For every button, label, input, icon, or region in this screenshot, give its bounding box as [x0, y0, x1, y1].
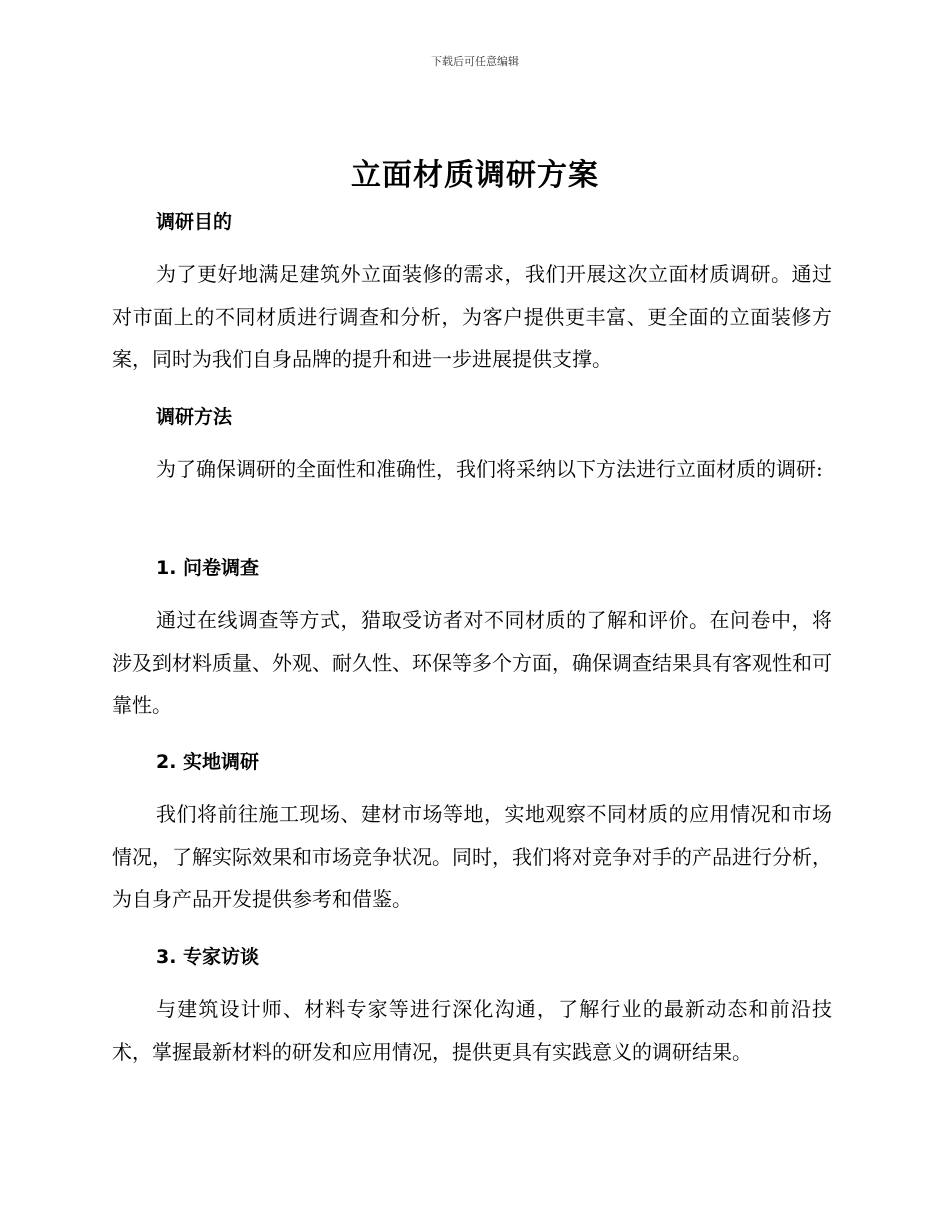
section-paragraph-method: 为了确保调研的全面性和准确性，我们将采纳以下方法进行立面材质的调研:: [156, 457, 823, 481]
section-heading-purpose: 调研目的: [156, 211, 233, 233]
section-heading-expert-interview: 3. 专家访谈: [156, 946, 260, 968]
section-heading-field-research: 2. 实地调研: [156, 751, 260, 773]
header-note: 下载后可任意编辑: [431, 55, 519, 68]
section-heading-survey: 1. 问卷调查: [156, 557, 260, 579]
section-paragraph-expert-interview: 与建筑设计师、材料专家等进行深化沟通，了解行业的最新动态和前沿技术，掌握最新材料的研发和应用情况，提供更具有实践意义的调研结果。: [112, 997, 832, 1064]
section-heading-method: 调研方法: [156, 406, 233, 428]
section-paragraph-purpose: 为了更好地满足建筑外立面装修的需求，我们开展这次立面材质调研。通过对市面上的不同材质进行调查和分析，为客户提供更丰富、更全面的立面装修方案，同时为我们自身品牌的提升和进一步进展提供支撑。: [112, 262, 832, 371]
document-title: 立面材质调研方案: [351, 158, 599, 193]
section-paragraph-survey: 通过在线调查等方式，猎取受访者对不同材质的了解和评价。在问卷中，将涉及到材料质量、外观、耐久性、环保等多个方面，确保调查结果具有客观性和可靠性。: [112, 608, 832, 717]
section-paragraph-field-research: 我们将前往施工现场、建材市场等地，实地观察不同材质的应用情况和市场情况，了解实际效果和市场竞争状况。同时，我们将对竞争对手的产品进行分析，为自身产品开发提供参考和借鉴。: [112, 802, 832, 911]
